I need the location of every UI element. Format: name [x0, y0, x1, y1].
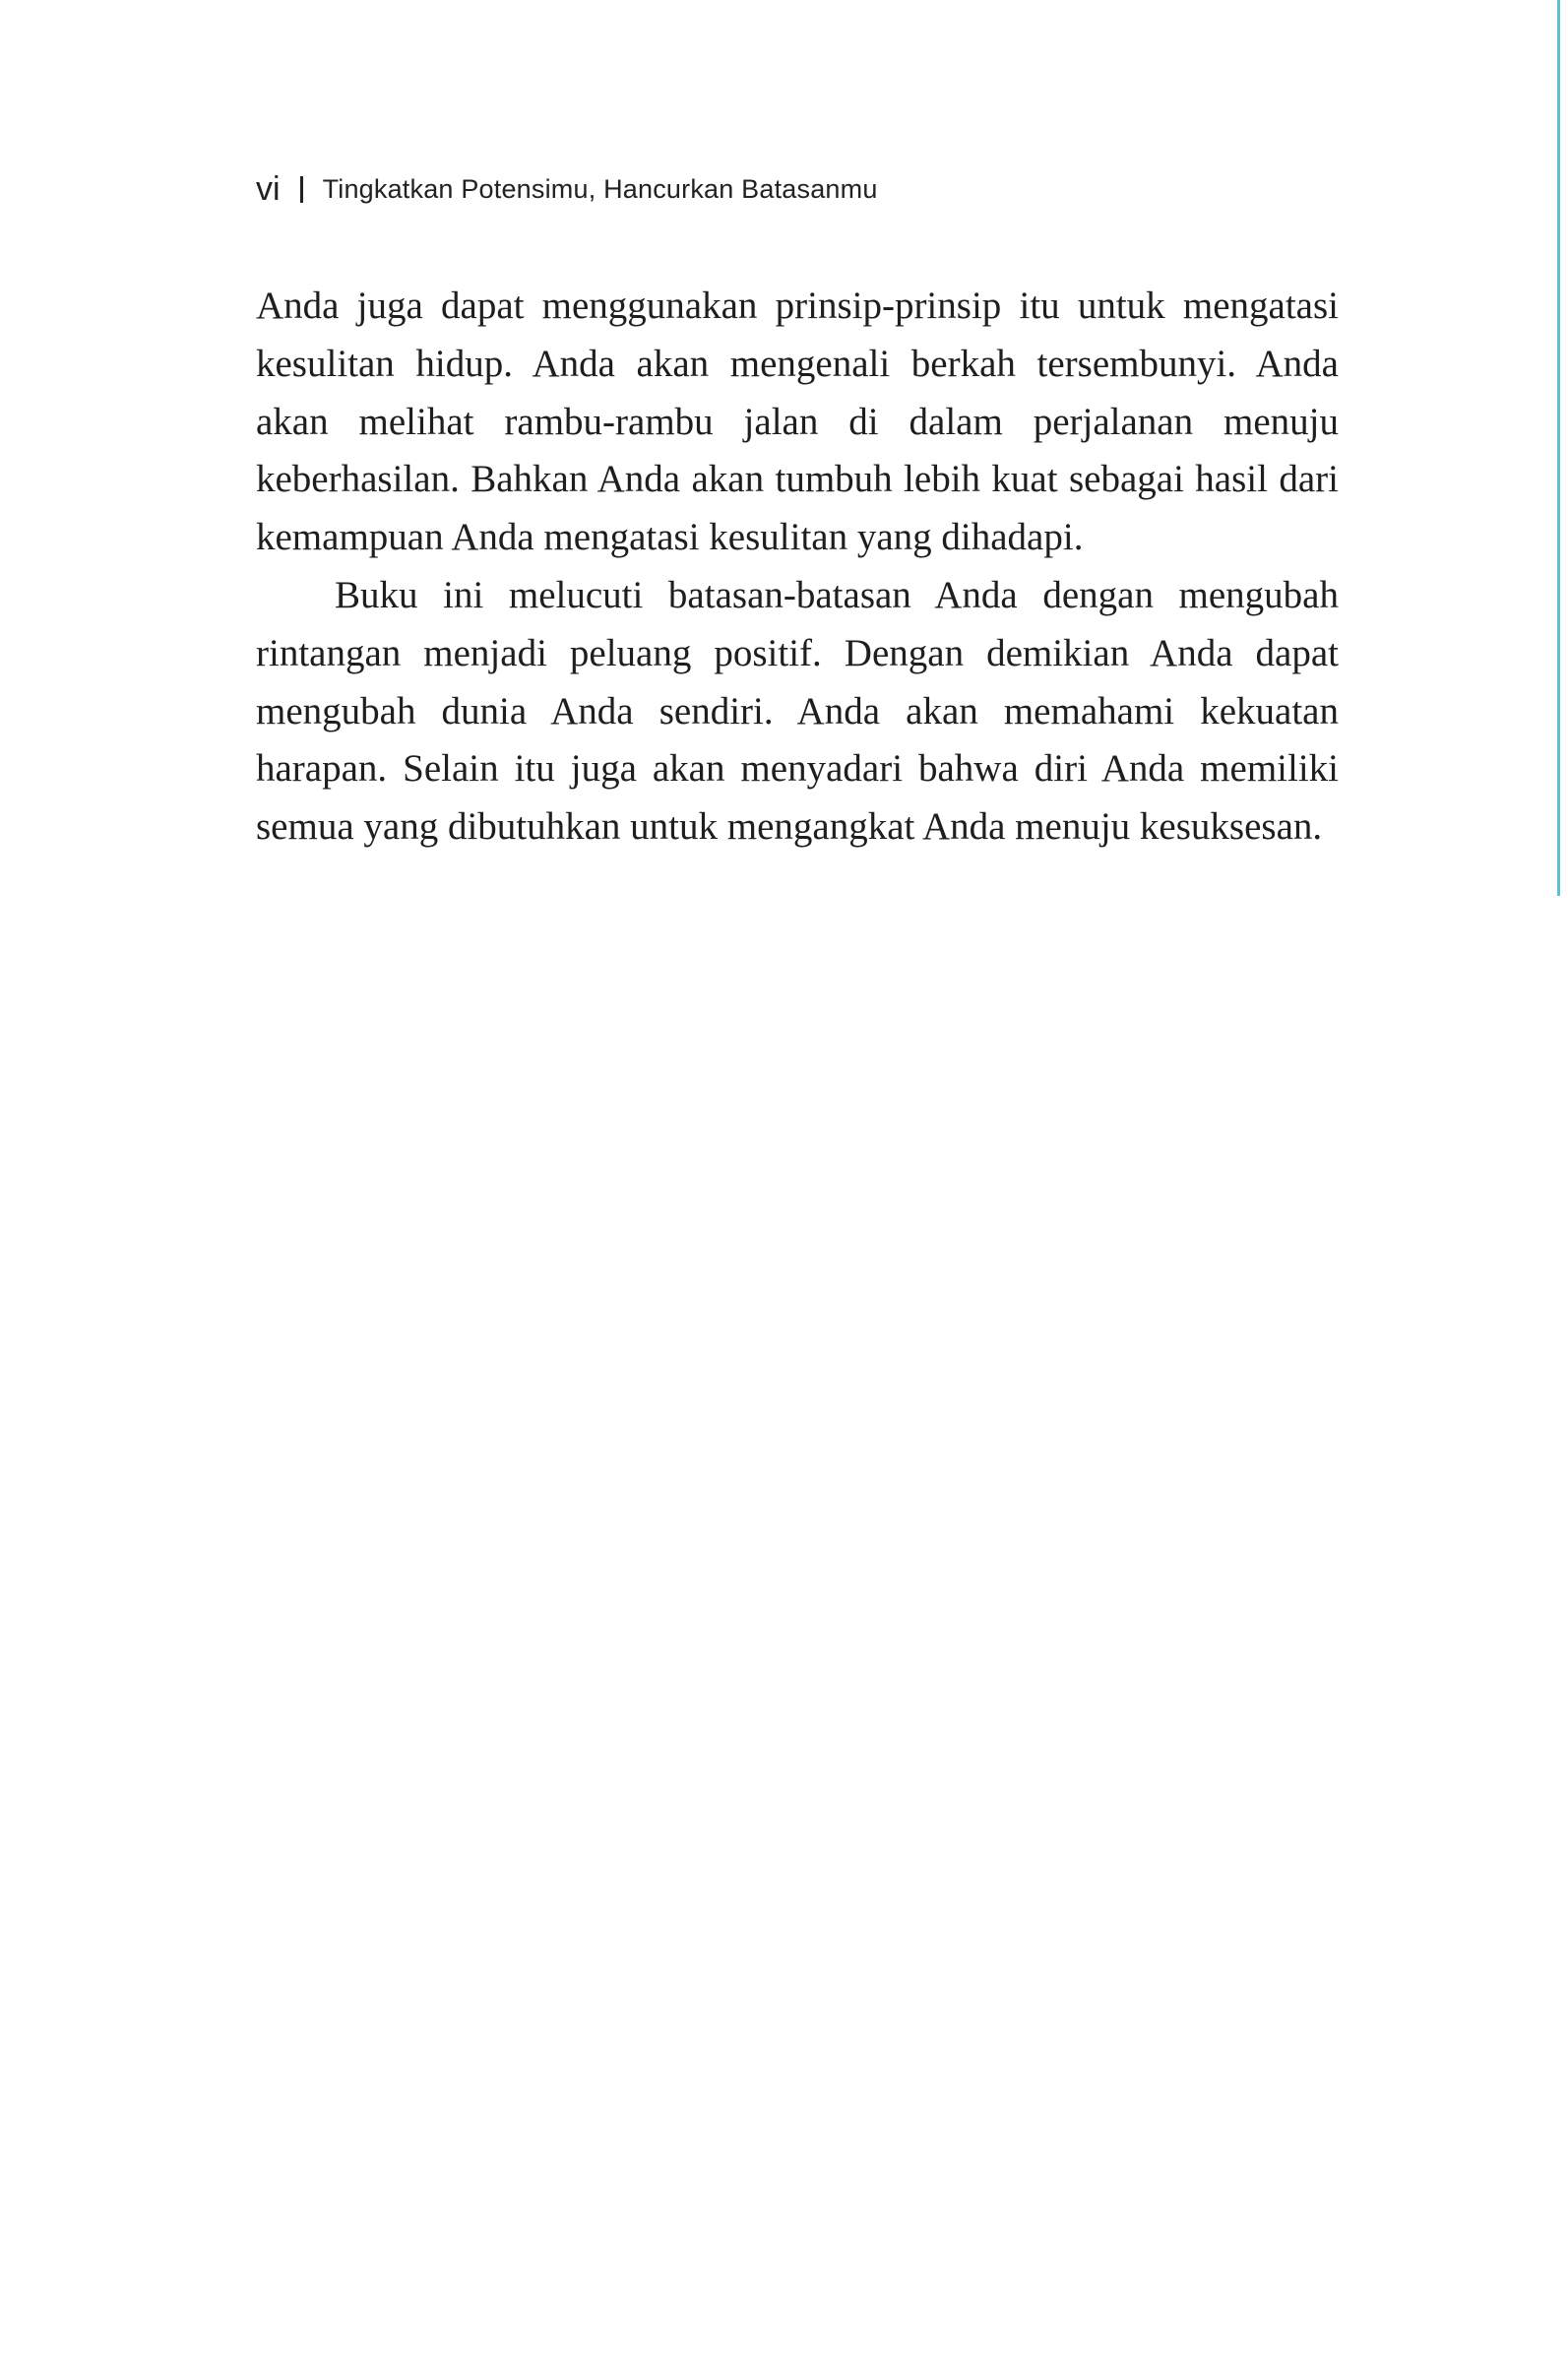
running-head [256, 169, 878, 209]
header-divider [300, 176, 303, 203]
paragraph-1: Anda juga dapat menggunakan prinsip-prinsip itu untuk mengatasi kesulitan hidup. Anda akan mengenali berkah tersembunyi. Anda akan melihat rambu-rambu jalan di dalam perjalanan menuju keberhasilan. Bahkan Anda akan tumbuh lebih kuat sebagai hasil dari kemampuan Anda mengatasi kesulitan yang dihadapi. [256, 285, 1339, 559]
page-number: vi [256, 170, 281, 208]
page-edge-line [1557, 0, 1560, 896]
book-title: Tingkatkan Potensimu, Hancurkan Batasanmu [322, 174, 878, 204]
paragraph-2: Buku ini melucuti batasan-batasan Anda dengan mengubah rintangan menjadi peluang positif. Dengan demikian Anda dapat mengubah dunia Anda sendiri. Anda akan memahami kekuatan harapan. Selain itu juga akan menyadari bahwa diri Anda memiliki semua yang dibutuhkan untuk mengangkat Anda menuju kesuksesan. [256, 573, 1339, 849]
body-text [256, 278, 1339, 857]
